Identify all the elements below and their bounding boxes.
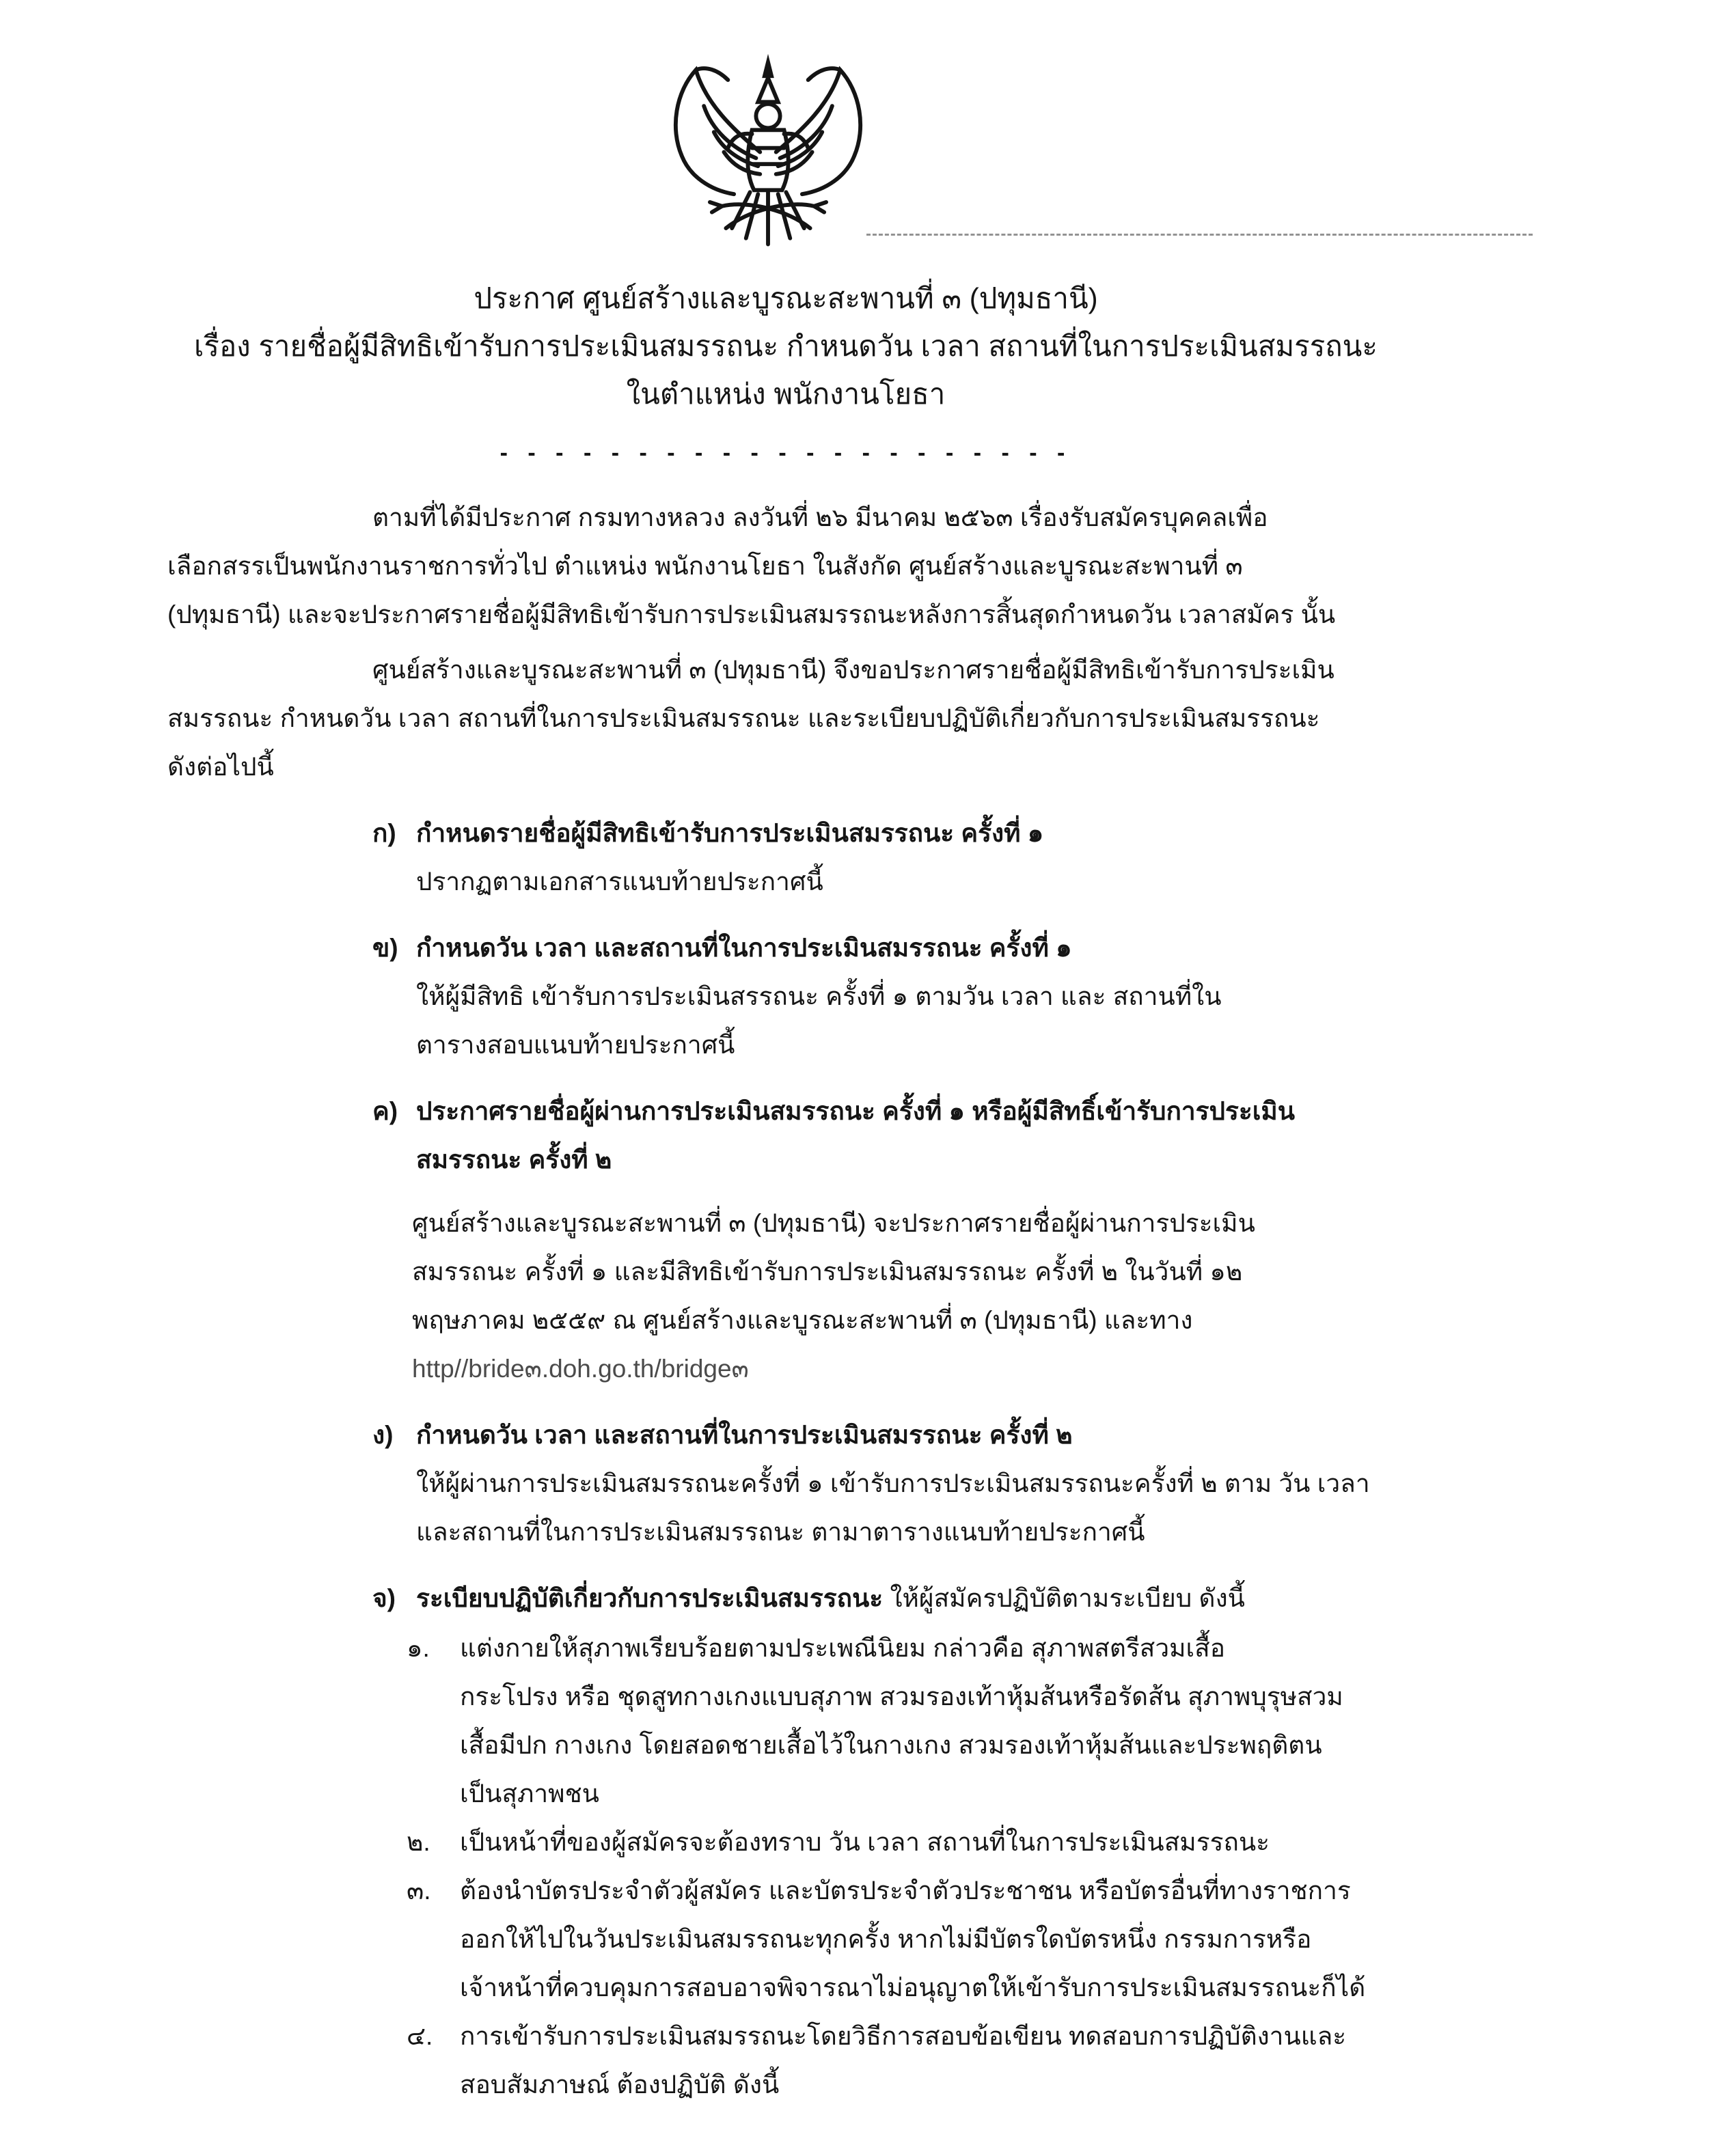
paragraph-line: ตามที่ได้มีประกาศ กรมทางหลวง ลงวันที่ ๒๖ มีนาคม ๒๕๖๓ เรื่องรับสมัครบุคคลเพื่อ — [372, 503, 1268, 531]
item-marker: ค) — [372, 1097, 398, 1125]
paragraph-line: (ปทุมธานี) และจะประกาศรายชื่อผู้มีสิทธิเข้ารับการประเมินสมรรถนะหลังการสิ้นสุดกำหนดวัน เวลาสมัคร นั้น — [167, 600, 1336, 628]
rule-line: เสื้อมีปก กางเกง โดยสอดชายเสื้อไว้ในกางเกง สวมรองเท้าหุ้มส้นและประพฤติตน — [460, 1731, 1322, 1759]
garuda-emblem-icon — [648, 40, 888, 271]
document-header — [0, 275, 1572, 477]
item-heading-text: กำหนดวัน เวลา และสถานที่ในการประเมินสมรรถนะ ครั้งที่ ๒ — [416, 1421, 1073, 1449]
item-heading-line2: สมรรถนะ ครั้งที่ ๒ — [416, 1146, 612, 1174]
item-marker: ง) — [372, 1421, 394, 1449]
announcement-url: http//bride๓.doh.go.th/bridge๓ — [412, 1355, 749, 1383]
paragraph-line: เลือกสรรเป็นพนักงานราชการทั่วไป ตำแหน่ง พนักงานโยธา ในสังกัด ศูนย์สร้างและบูรณะสะพานที่ ๓ — [167, 552, 1243, 580]
item-body-line: ให้ผู้มีสิทธิ เข้ารับการประเมินสรรถนะ ครั้งที่ ๑ ตามวัน เวลา และ สถานที่ใน — [416, 982, 1222, 1010]
item-heading — [372, 1574, 1555, 1622]
rule-line: กระโปรง หรือ ชุดสูทกางเกงแบบสุภาพ สวมรองเท้าหุ้มส้นหรือรัดส้น สุภาพบุรุษสวม — [460, 1683, 1343, 1711]
item-heading — [372, 1411, 1555, 1459]
rule-2 — [407, 1818, 1555, 1866]
paragraph-line: สมรรถนะ กำหนดวัน เวลา สถานที่ในการประเมินสมรรถนะ และระเบียบปฏิบัติเกี่ยวกับการประเมินสมรรถนะ — [167, 704, 1320, 732]
item-heading-text: กำหนดรายชื่อผู้มีสิทธิเข้ารับการประเมินสมรรถนะ ครั้งที่ ๑ — [416, 819, 1044, 847]
rule-marker: ๔. — [407, 2022, 433, 2050]
list-item-khor — [372, 1087, 1555, 1393]
item-marker: ก) — [372, 819, 396, 847]
paragraph-line: สมรรถนะ ครั้งที่ ๑ และมีสิทธิเข้ารับการประเมินสมรรถนะ ครั้งที่ ๒ ในวันที่ ๑๒ — [412, 1258, 1243, 1286]
item-body-line: และสถานที่ในการประเมินสมรรถนะ ตามาตารางแนบท้ายประกาศนี้ — [416, 1518, 1145, 1546]
rule-marker: ๓. — [407, 1877, 431, 1905]
paragraph-line: พฤษภาคม ๒๕๕๙ ณ ศูนย์สร้างและบูรณะสะพานที่ ๓ (ปทุมธานี) และทาง — [412, 1306, 1193, 1334]
item-heading-bold: ระเบียบปฏิบัติเกี่ยวกับการประเมินสมรรถนะ — [416, 1584, 884, 1612]
position-line: ในตำแหน่ง พนักงานโยธา — [626, 378, 946, 410]
announcement-title: ประกาศ ศูนย์สร้างและบูรณะสะพานที่ ๓ (ปทุมธานี) — [474, 282, 1098, 314]
item-heading — [372, 924, 1555, 972]
rule-line: เป็นสุภาพชน — [460, 1780, 599, 1808]
list-item-ko — [372, 809, 1555, 906]
rule-1 — [407, 1624, 1555, 1818]
item-heading-rest: ให้ผู้สมัครปฏิบัติตามระเบียบ ดังนี้ — [883, 1584, 1245, 1612]
rule-marker: ๒. — [407, 1828, 430, 1856]
item-heading — [372, 809, 1555, 857]
paragraph-line: ดังต่อไปนี้ — [167, 753, 274, 781]
rule-line: แต่งกายให้สุภาพเรียบร้อยตามประเพณีนิยม กล่าวคือ สุภาพสตรีสวมเสื้อ — [460, 1634, 1225, 1662]
document-body — [167, 493, 1555, 2109]
paragraph-line: ศูนย์สร้างและบูรณะสะพานที่ ๓ (ปทุมธานี) จึงขอประกาศรายชื่อผู้มีสิทธิเข้ารับการประเมิน — [372, 656, 1334, 684]
subject-line: เรื่อง รายชื่อผู้มีสิทธิเข้ารับการประเมินสมรรถนะ กำหนดวัน เวลา สถานที่ในการประเมินสมรรถนะ — [194, 330, 1378, 362]
rule-line: ต้องนำบัตรประจำตัวผู้สมัคร และบัตรประจำตัวประชาชน หรือบัตรอื่นที่ทางราชการ — [460, 1877, 1351, 1905]
item-heading — [372, 1087, 1555, 1135]
list-item-ngo — [372, 1411, 1555, 1556]
item-heading-text: ประกาศรายชื่อผู้ผ่านการประเมินสมรรถนะ ครั้งที่ ๑ หรือผู้มีสิทธิ์เข้ารับการประเมิน — [416, 1097, 1296, 1125]
item-body-line: ตารางสอบแนบท้ายประกาศนี้ — [416, 1031, 735, 1059]
paragraph-line: ศูนย์สร้างและบูรณะสะพานที่ ๓ (ปทุมธานี) จะประกาศรายชื่อผู้ผ่านการประเมิน — [412, 1209, 1255, 1237]
intro-paragraph-2 — [167, 646, 1555, 791]
rules-list — [407, 1624, 1555, 2109]
dashed-separator: - - - - - - - - - - - - - - - - - - - - - — [499, 440, 1072, 466]
rule-line: เจ้าหน้าที่ควบคุมการสอบอาจพิจารณาไม่อนุญาตให้เข้ารับการประเมินสมรรถนะก็ได้ — [460, 1974, 1366, 2002]
rule-line: เป็นหน้าที่ของผู้สมัครจะต้องทราบ วัน เวลา สถานที่ในการประเมินสมรรถนะ — [460, 1828, 1270, 1856]
rule-4 — [407, 2012, 1555, 2109]
rule-marker: ๑. — [407, 1634, 430, 1662]
item-marker: ข) — [372, 934, 398, 962]
scan-artifact-line — [866, 234, 1533, 236]
crown-spire — [762, 54, 774, 78]
item-body-line: ให้ผู้ผ่านการประเมินสมรรถนะครั้งที่ ๑ เข้ารับการประเมินสมรรถนะครั้งที่ ๒ ตาม วัน เวลา — [416, 1469, 1370, 1497]
list-item-kho — [372, 924, 1555, 1069]
item-body-line: ปรากฏตามเอกสารแนบท้ายประกาศนี้ — [416, 868, 823, 896]
rule-line: สอบสัมภาษณ์ ต้องปฏิบัติ ดังนี้ — [460, 2071, 780, 2099]
rule-line: ออกให้ไปในวันประเมินสมรรถนะทุกครั้ง หากไม่มีบัตรใดบัตรหนึ่ง กรรมการหรือ — [460, 1925, 1312, 1953]
item-heading-text: กำหนดวัน เวลา และสถานที่ในการประเมินสมรรถนะ ครั้งที่ ๑ — [416, 934, 1072, 962]
item-marker: จ) — [372, 1584, 396, 1612]
intro-paragraph-1 — [167, 493, 1555, 639]
item-sub-paragraph — [372, 1199, 1555, 1393]
rule-3 — [407, 1866, 1555, 2012]
list-item-cho — [372, 1574, 1555, 2109]
rule-line: การเข้ารับการประเมินสมรรถนะโดยวิธีการสอบข้อเขียน ทดสอบการปฏิบัติงานและ — [460, 2022, 1347, 2050]
